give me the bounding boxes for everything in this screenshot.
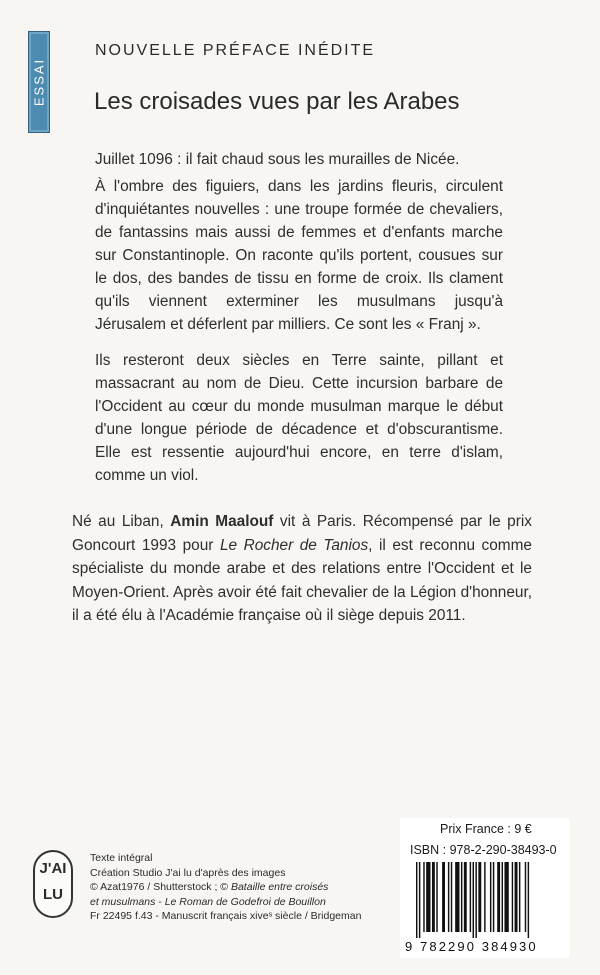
barcode-bar — [461, 862, 462, 932]
credit-line-3 — [90, 880, 350, 895]
logo-line-2: LU — [43, 886, 63, 903]
barcode-bar — [484, 862, 485, 932]
barcode-bar — [493, 862, 494, 932]
book-title: Les croisades vues par les Arabes — [94, 88, 460, 115]
barcode-bar — [470, 862, 471, 932]
barcode-bar — [475, 862, 476, 938]
essai-spine-tab — [28, 31, 50, 133]
barcode-bar — [525, 862, 526, 932]
barcode-bar — [519, 862, 520, 932]
barcode-bar — [436, 862, 437, 932]
bio-text-1: Né au Liban, — [72, 513, 171, 530]
synopsis-paragraph-3: Ils resteront deux siècles en Terre sainte, pillant et massacrant au nom de Dieu. Cette incursion barbare de l'Occident au cœur du monde musulman marque le début d'une longue période de décadence et d'obscurantisme. Elle est ressentie aujourd'hui encore, en terre d'islam, comme un viol. — [95, 352, 503, 484]
barcode-bar — [426, 862, 430, 932]
credit-line-4b: - — [155, 895, 165, 908]
barcode-bar — [497, 862, 500, 932]
barcode-bar — [473, 862, 474, 938]
preface-label: NOUVELLE PRÉFACE INÉDITE — [95, 42, 376, 59]
barcode-bar — [432, 862, 435, 932]
barcode-bar — [423, 862, 424, 932]
credit-line-4a: et musulmans — [90, 895, 156, 908]
barcode-bar — [504, 862, 508, 932]
barcode-bar — [451, 862, 452, 932]
logo-line-1: J'AI — [39, 860, 67, 877]
barcode-bar — [502, 862, 503, 932]
barcode-bar — [478, 862, 481, 932]
price-label: Prix France : 9 € — [440, 822, 532, 836]
barcode-bar — [419, 862, 420, 938]
synopsis-paragraph-2: À l'ombre des figuiers, dans les jardins fleuris, circulent d'inquiétantes nouvelles : une troupe formée de chevaliers, de fantassins mais aussi de femmes et d'enfants marche sur Constantinople. On raconte qu'ils portent, cousues sur le dos, des bandes de tissu en forme de croix. Ils clament qu'ils viennent exterminer les musulmans jusqu'à Jérusalem et déferlent par milliers. Ce sont les « Franj ». — [95, 178, 503, 333]
barcode-bar — [528, 862, 529, 938]
credit-line-3a: © Azat1976 / Shutterstock ; © — [90, 881, 231, 893]
barcode-bar — [442, 862, 445, 932]
credit-line-3b: Bataille entre croisés — [230, 881, 329, 893]
barcode-bar — [464, 862, 467, 932]
image-credits — [90, 851, 362, 924]
barcode-panel — [400, 818, 570, 958]
barcode-icon — [414, 862, 560, 938]
credit-line-5: Fr 22495 f.43 - Manuscrit français xiveˢ siècle / Bridgeman — [90, 910, 362, 922]
credit-line-2: Création Studio J'ai lu d'après des images — [90, 866, 286, 879]
barcode-bar — [455, 862, 459, 932]
barcode-bar — [416, 862, 417, 938]
barcode-bar — [448, 862, 449, 932]
author-bio — [72, 510, 532, 628]
credit-line-1: Texte intégral — [90, 852, 153, 864]
synopsis-paragraph-1: Juillet 1096 : il fait chaud sous les murailles de Nicée. — [95, 151, 460, 168]
jai-lu-logo — [33, 850, 73, 918]
award-book-title: Le Rocher de Tanios — [219, 536, 369, 554]
barcode-bar — [515, 862, 518, 932]
bio-text-3: , il est reconnu comme spécialiste du monde arabe et des relations entre l'Occident et le Moyen-Orient. Après avoir été fait chevalier de la Légion d'honneur, il a été élu à l'Académie française où il siège depuis 2011. — [72, 536, 532, 624]
credit-line-4c: Le Roman de Godefroi de Bouillon — [164, 895, 326, 908]
essai-label: ESSAI — [31, 57, 47, 107]
barcode-number: 9 782290 384930 — [405, 939, 538, 954]
barcode-bar — [512, 862, 513, 932]
credit-line-4 — [90, 895, 350, 910]
barcode-bar — [490, 862, 491, 932]
isbn-label: ISBN : 978-2-290-38493-0 — [410, 843, 557, 857]
author-name: Amin Maalouf — [170, 513, 274, 530]
bio-text-2: vit à Paris. Récompensé par le prix Goncourt 1993 pour — [72, 513, 532, 554]
